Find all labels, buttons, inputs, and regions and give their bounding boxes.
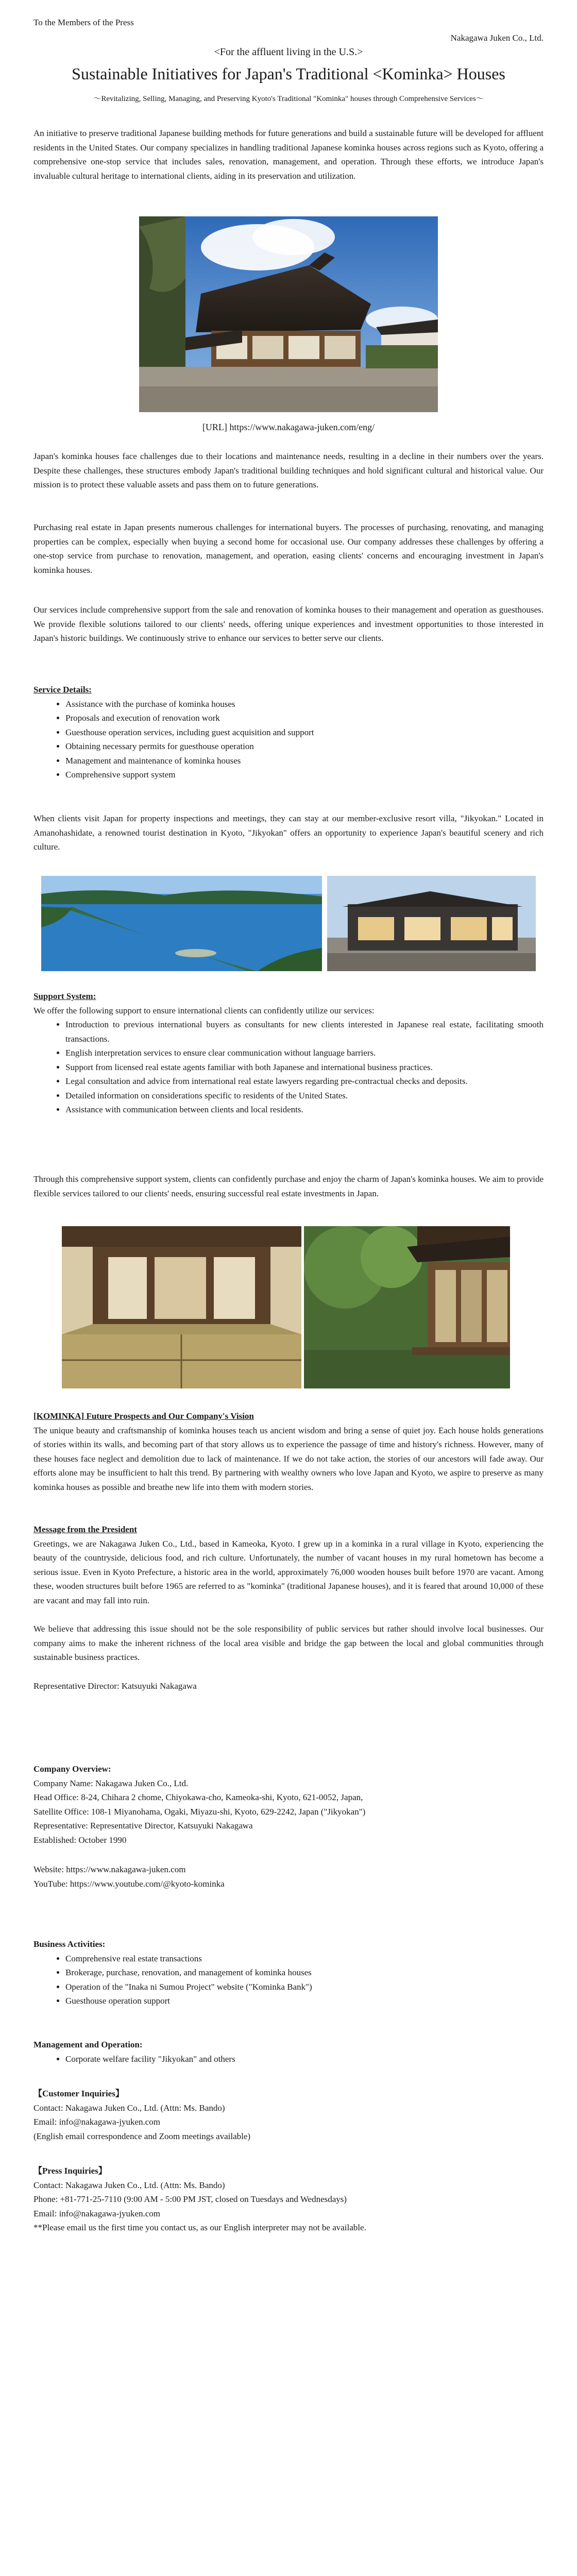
list-item: • Legal consultation and advice from international real estate lawyers regarding pre-contractual checks and deposits.: [65, 1074, 544, 1089]
president-paragraph: We believe that addressing this issue should not be the sole responsibility of public services but rather should involve local businesses. Our company aims to make the inherent richness of the local area visible and bridge the gap between the local and global communities through sustainable business practices.: [33, 1624, 544, 1663]
list-item: • Introduction to previous international buyers as consultants for new clients interested in Japanese real estate, facilitating smooth transactions.: [65, 1018, 544, 1046]
vision-section: [33, 1409, 544, 1494]
list-item: • Comprehensive support system: [65, 768, 544, 782]
list-item: • Brokerage, purchase, renovation, and management of kominka houses: [65, 1965, 544, 1980]
garden-veranda-photo: [304, 1226, 510, 1388]
company-line: Established: October 1990: [33, 1835, 127, 1845]
company-overview-section: [33, 1762, 544, 1891]
list-item: • Comprehensive real estate transactions: [65, 1952, 544, 1966]
list-item: • Guesthouse operation services, including guest acquisition and support: [65, 725, 544, 740]
jikyokan-villa-photo: [327, 876, 536, 971]
company-line: Head Office: 8-24, Chihara 2 chome, Chiyokawa-cho, Kameoka-shi, Kyoto, 621-0052, Japan,: [33, 1792, 363, 1803]
press-inquiries-section: [33, 2164, 544, 2235]
company-line: Company Name: Nakagawa Juken Co., Ltd.: [33, 1778, 189, 1788]
list-item: • Operation of the "Inaka ni Sumou Project" website ("Kominka Bank"): [65, 1980, 544, 1994]
company-line: Satellite Office: 108-1 Miyanohama, Ogaki, Miyazu-shi, Kyoto, 629-2242, Japan ("Jikyokan"): [33, 1806, 366, 1817]
hero-url-caption: [URL] https://www.nakagawa-juken.com/eng/: [202, 422, 375, 432]
list-item: • Detailed information on considerations specific to residents of the United States.: [65, 1089, 544, 1103]
contact-note: **Please email us the first time you contact us, as our English interpreter may not be available.: [33, 2223, 366, 2233]
email-link[interactable]: Email: info@nakagawa-jyuken.com: [33, 2208, 161, 2218]
vision-text: The unique beauty and craftsmanship of kominka houses teach us ancient wisdom and bring a sense of quiet joy. Each house holds generations of stories within its walls, and becoming part of that story allows us to experience the passage of time and history's richness. However, many of these houses face neglect and demolition due to lack of maintenance. If we do not take action, the stories of our ancestors will fade away. Our efforts alone may be insufficient to halt this trend. By partnering with wealthy owners who love Japan and Kyoto, we aspire to preserve as many kominka houses as possible and breathe new life into them with modern stories.: [33, 1425, 544, 1492]
service-details-list: [33, 697, 544, 782]
press-inquiries-heading: 【Press Inquiries】: [33, 2166, 107, 2176]
vision-heading: [KOMINKA] Future Prospects and Our Company's Vision: [33, 1411, 254, 1421]
youtube-link[interactable]: YouTube: https://www.youtube.com/@kyoto-kominka: [33, 1878, 225, 1889]
intro-paragraph: An initiative to preserve traditional Japanese building methods for future generations and build a sustainable future will be developed for affluent residents in the United States. Our company specializes in handling traditional Japanese kominka houses across regions such as Kyoto, offering a comprehensive one-stop service that includes sales, renovation, management, and operation. Through these efforts, we introduce Japan's invaluable cultural heritage to international clients, aiding in its preservation and utilization.: [33, 128, 544, 181]
email-link[interactable]: Email: info@nakagawa-jyuken.com: [33, 2117, 161, 2127]
list-item: • Guesthouse operation support: [65, 1994, 544, 2008]
business-activities-section: [33, 1937, 544, 2008]
list-item: • Support from licensed real estate agents familiar with both Japanese and international business practices.: [65, 1060, 544, 1075]
president-section: [33, 1522, 544, 1693]
page-subtitle: 〜Revitalizing, Selling, Managing, and Preserving Kyoto's Traditional "Kominka" houses through Comprehensive Services〜: [93, 95, 484, 103]
tatami-interior-photo: [62, 1226, 301, 1388]
management-list: [33, 2052, 544, 2066]
challenges-paragraph: Japan's kominka houses face challenges due to their locations and maintenance needs, resulting in a decline in their numbers over the years. Despite these challenges, these structures embody Japan's traditional building techniques and hold significant cultural and historical value. Our mission is to protect these valuable assets and pass them on to future generations.: [33, 451, 544, 490]
purchase-paragraph: Purchasing real estate in Japan presents numerous challenges for international buyers. The processes of purchasing, renovating, and managing properties can be complex, especially when buying a second home for occasional use. Our company addresses these challenges by offering a one-stop service from purchase to renovation, management, and operation, easing clients' concerns and encouraging investment in Japan's kominka houses.: [33, 522, 544, 575]
website-link[interactable]: Website: https://www.nakagawa-juken.com: [33, 1865, 186, 1875]
page-title: Sustainable Initiatives for Japan's Traditional <Kominka> Houses: [72, 64, 505, 83]
list-item: • Obtaining necessary permits for guesthouse operation: [65, 739, 544, 754]
support-closing-paragraph: Through this comprehensive support system, clients can confidently purchase and enjoy the charm of Japan's kominka houses. We aim to provide flexible services tailored to our clients' needs, ensuring successful real estate investments in Japan.: [33, 1174, 544, 1198]
support-system-intro: We offer the following support to ensure international clients can confidently utilize our services:: [33, 1005, 375, 1015]
president-signature: Representative Director: Katsuyuki Nakagawa: [33, 1681, 197, 1691]
phone-line: Phone: +81-771-25-7110 (9:00 AM - 5:00 PM JST, closed on Tuesdays and Wednesdays): [33, 2194, 347, 2205]
customer-inquiries-heading: 【Customer Inquiries】: [33, 2089, 124, 2098]
service-details-section: [33, 683, 544, 782]
business-activities-heading: Business Activities:: [33, 1939, 106, 1949]
services-paragraph: Our services include comprehensive support from the sale and renovation of kominka houses to their management and operation as guesthouses. We provide flexible solutions tailored to our clients' needs, offering unique experiences and investment opportunities to those interested in Japan's historic buildings. We continuously strive to enhance our services to better serve our clients.: [33, 605, 544, 643]
list-item: • Management and maintenance of kominka houses: [65, 754, 544, 768]
contact-line: Contact: Nakagawa Juken Co., Ltd. (Attn: Ms. Bando): [33, 2180, 225, 2190]
support-system-section: [33, 989, 544, 1117]
customer-inquiries-section: [33, 2087, 544, 2143]
president-paragraph: Greetings, we are Nakagawa Juken Co., Ltd., based in Kameoka, Kyoto. I grew up in a kominka in a rural village in Kyoto, experiencing the beauty of the countryside, delicious food, and rich culture. Unfortunately, the number of vacant houses in my rural hometown has become a serious issue. Even in Kyoto Prefecture, a historic area in the world, approximately 76,000 wooden houses built before 1970 are vacant. Among these, wooden structures built before 1965 are referred to as "kominka" (traditional Japanese houses), and it is feared that around 10,000 of these are vacant and may fall into ruin.: [33, 1538, 544, 1605]
list-item: • Corporate welfare facility "Jikyokan" and others: [65, 2052, 544, 2066]
amanohashidate-photo: [41, 876, 322, 971]
list-item: • English interpretation services to ensure clear communication without language barriers.: [65, 1046, 544, 1060]
sender: Nakagawa Juken Co., Ltd.: [450, 33, 544, 43]
kominka-house-photo: [139, 216, 438, 412]
addressee: To the Members of the Press: [33, 18, 134, 27]
service-details-heading: Service Details:: [33, 685, 92, 694]
list-item: • Assistance with the purchase of kominka houses: [65, 697, 544, 711]
company-line: Representative: Representative Director, Katsuyuki Nakagawa: [33, 1821, 253, 1831]
jikyokan-paragraph: When clients visit Japan for property inspections and meetings, they can stay at our member-exclusive resort villa, "Jikyokan." Located in Amanohashidate, a renowned tourist destination in Kyoto, "Jikyokan" offers an opportunity to experience Japan's beautiful scenery and rich culture.: [33, 814, 544, 852]
contact-note: (English email correspondence and Zoom meetings available): [33, 2131, 251, 2141]
list-item: • Assistance with communication between clients and local residents.: [65, 1103, 544, 1117]
business-activities-list: [33, 1952, 544, 2008]
kicker: <For the affluent living in the U.S.>: [214, 46, 363, 58]
management-heading: Management and Operation:: [33, 2040, 143, 2049]
president-heading: Message from the President: [33, 1524, 137, 1534]
support-system-heading: Support System:: [33, 991, 96, 1001]
list-item: • Proposals and execution of renovation work: [65, 711, 544, 725]
support-system-list: [33, 1018, 544, 1117]
company-overview-heading: Company Overview:: [33, 1764, 111, 1774]
contact-line: Contact: Nakagawa Juken Co., Ltd. (Attn: Ms. Bando): [33, 2103, 225, 2113]
management-section: [33, 2038, 544, 2066]
